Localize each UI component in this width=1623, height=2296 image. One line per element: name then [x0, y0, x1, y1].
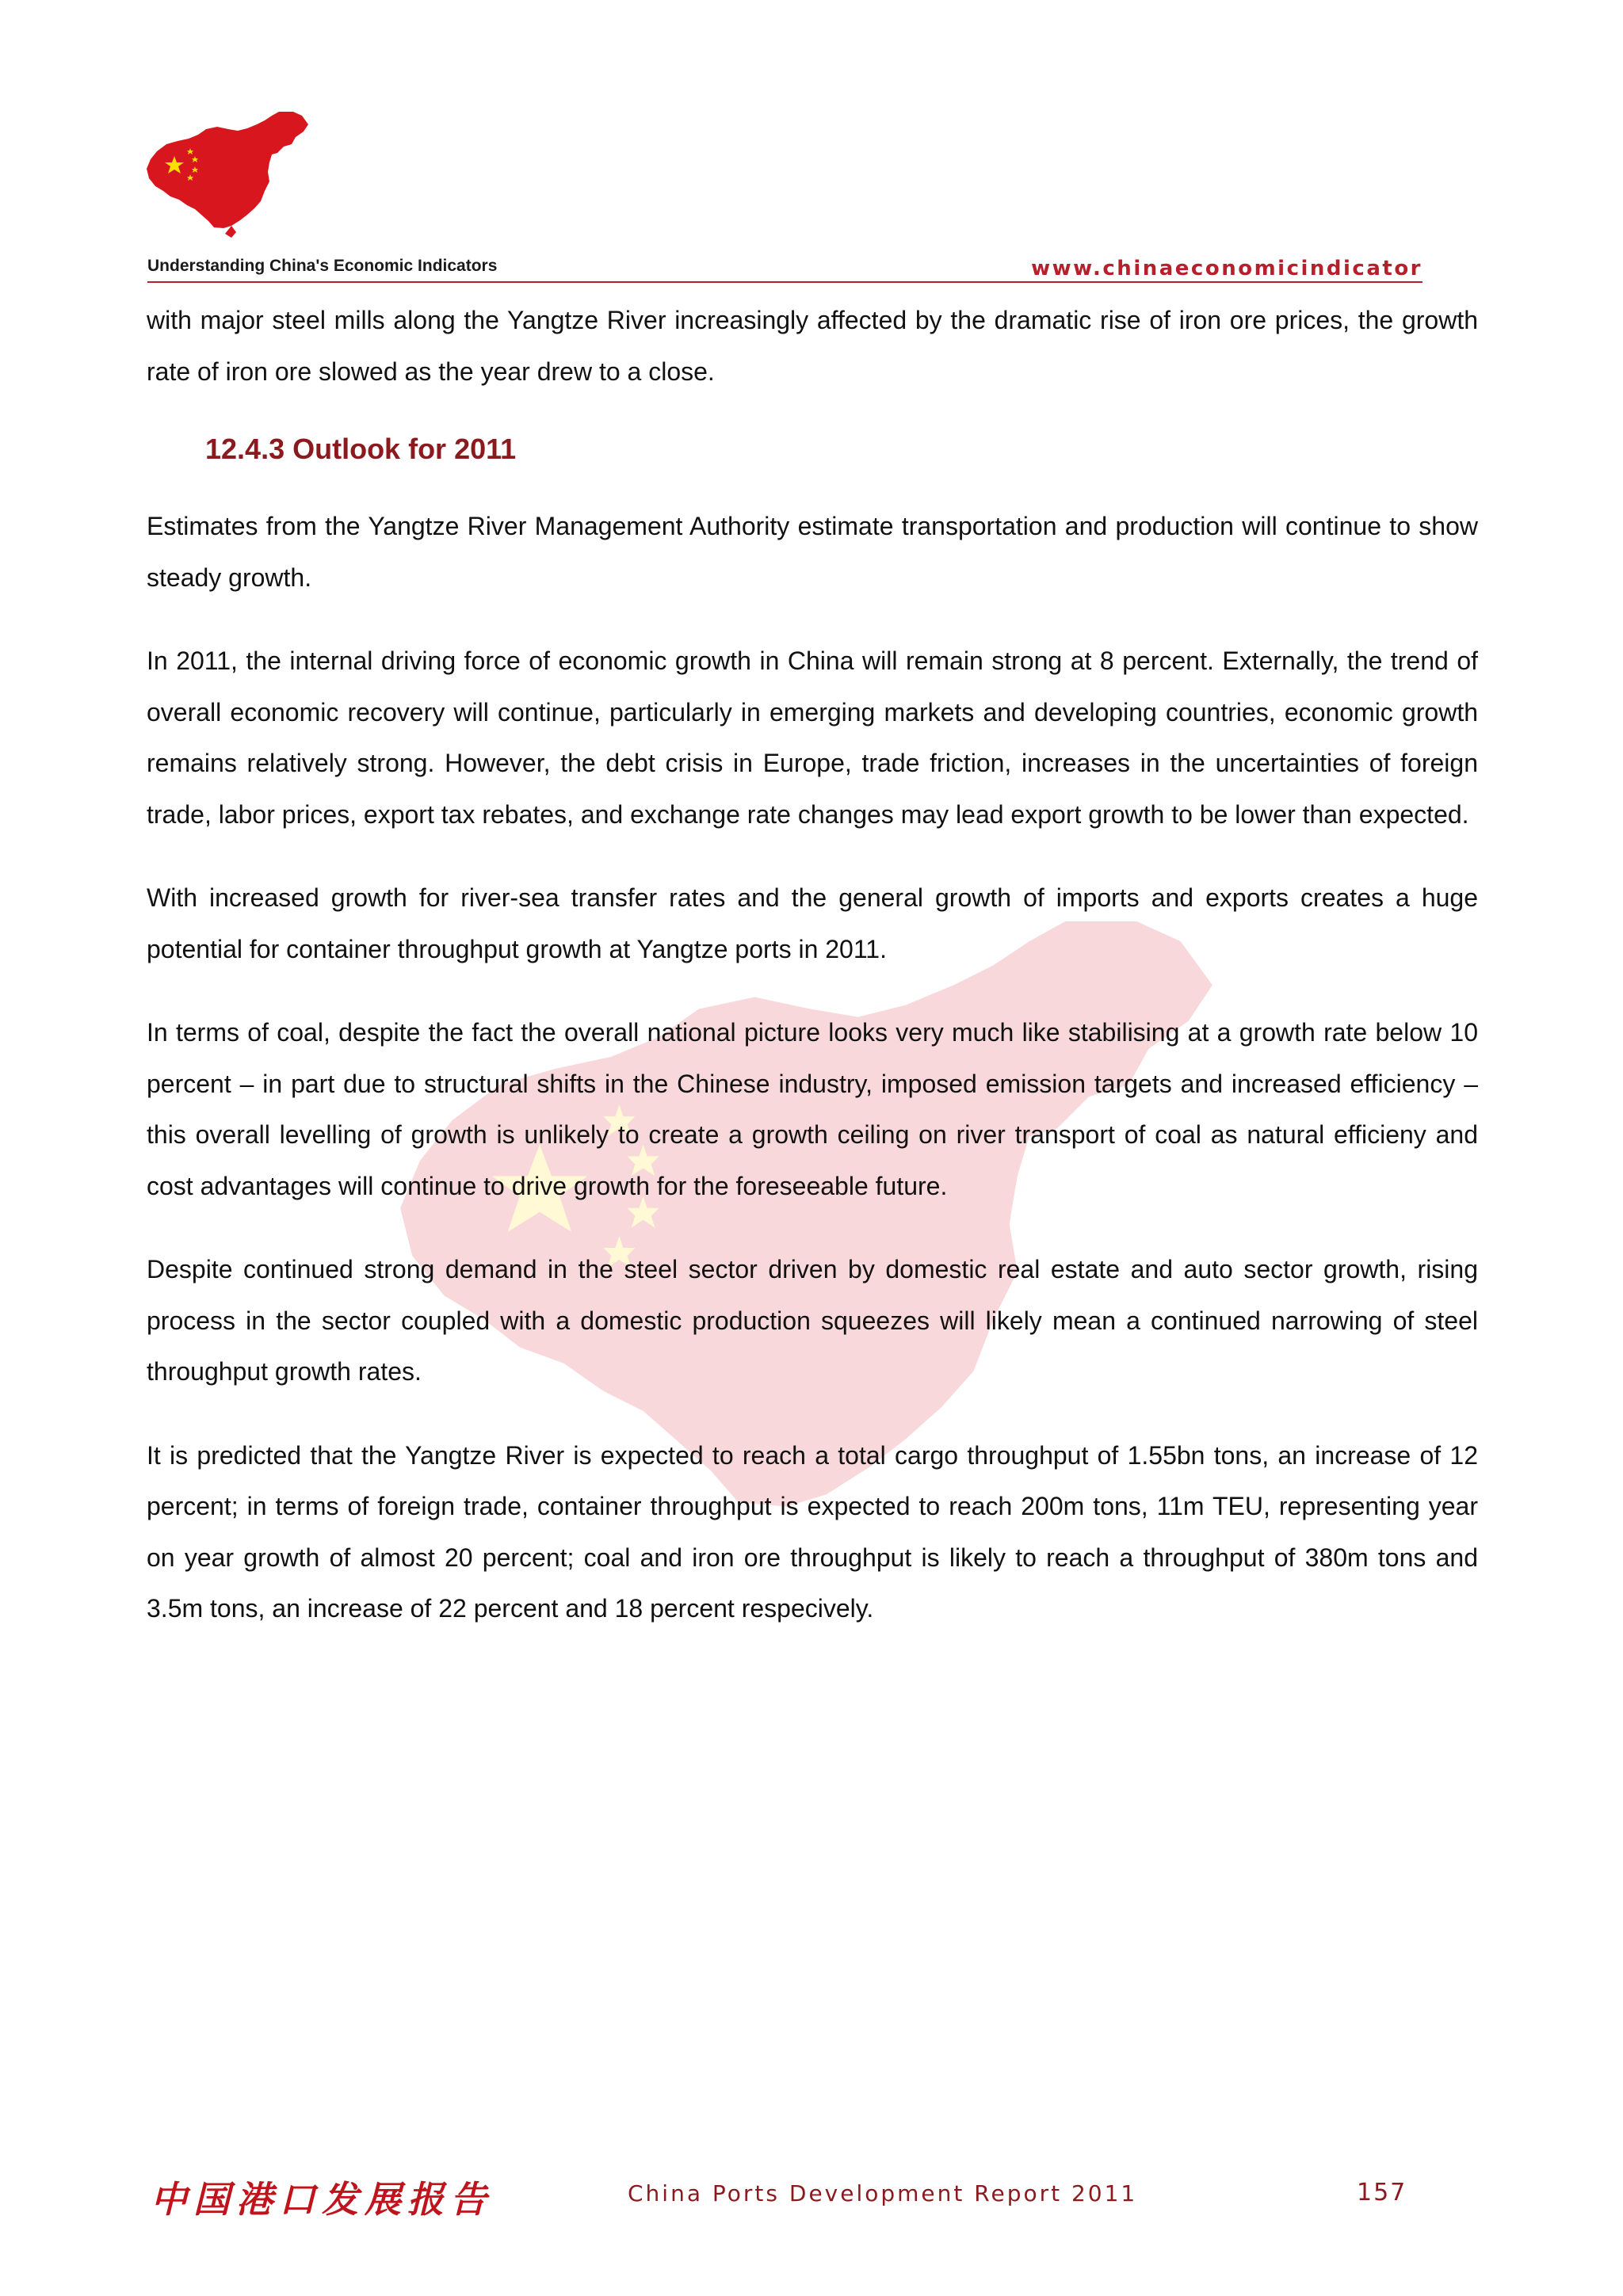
header-website-url[interactable]: www.chinaeconomicindicator: [1031, 257, 1423, 280]
header-divider: [147, 281, 1423, 283]
body-paragraph: Estimates from the Yangtze River Management Authority estimate transportation and production will continue to show steady growth.: [147, 512, 1478, 592]
continued-paragraph: with major steel mills along the Yangtze River increasingly affected by the dramatic rise of iron ore prices, the growth rate of iron ore slowed as the year drew to a close.: [147, 306, 1478, 386]
brand-tagline: Understanding China's Economic Indicators: [147, 257, 498, 275]
china-map-flag-logo-icon: [143, 107, 313, 250]
page-number: 157: [1357, 2179, 1407, 2206]
section-heading: 12.4.3 Outlook for 2011: [205, 433, 517, 465]
document-body: [147, 295, 1478, 1667]
body-paragraph: In 2011, the internal driving force of economic growth in China will remain strong at 8 percent. Externally, the trend of overall economic recovery will continue, particularly in emerging markets and developing countries, economic growth remains relatively strong. However, the debt crisis in Europe, trade friction, increases in the uncertainties of foreign trade, labor prices, export tax rebates, and exchange rate changes may lead export growth to be lower than expected.: [147, 646, 1478, 829]
body-paragraph: With increased growth for river-sea transfer rates and the general growth of imports and exports creates a huge potential for container throughput growth at Yangtze ports in 2011.: [147, 883, 1478, 963]
body-paragraph: It is predicted that the Yangtze River is expected to reach a total cargo throughput of 1.55bn tons, an increase of 12 percent; in terms of foreign trade, container throughput is expected to reach 200m tons, 11m TEU, representing year on year growth of almost 20 percent; coal and iron ore throughput is likely to reach a throughput of 380m tons and 3.5m tons, an increase of 22 percent and 18 percent respecively.: [147, 1440, 1478, 1623]
body-paragraph: In terms of coal, despite the fact the overall national picture looks very much like stabilising at a growth rate below 10 percent – in part due to structural shifts in the Chinese industry, imposed emission targets and increased efficiency – this overall levelling of growth is unlikely to create a growth ceiling on river transport of coal as natural efficieny and cost advantages will continue to drive growth for the foreseeable future.: [147, 1018, 1478, 1200]
footer-report-title: China Ports Development Report 2011: [628, 2180, 1138, 2206]
body-paragraph: Despite continued strong demand in the steel sector driven by domestic real estate and auto sector growth, rising process in the sector coupled with a domestic production squeezes will likely mean a continued narrowing of steel throughput growth rates.: [147, 1255, 1478, 1386]
footer-chinese-title: 中国港口发展报告: [151, 2178, 493, 2221]
